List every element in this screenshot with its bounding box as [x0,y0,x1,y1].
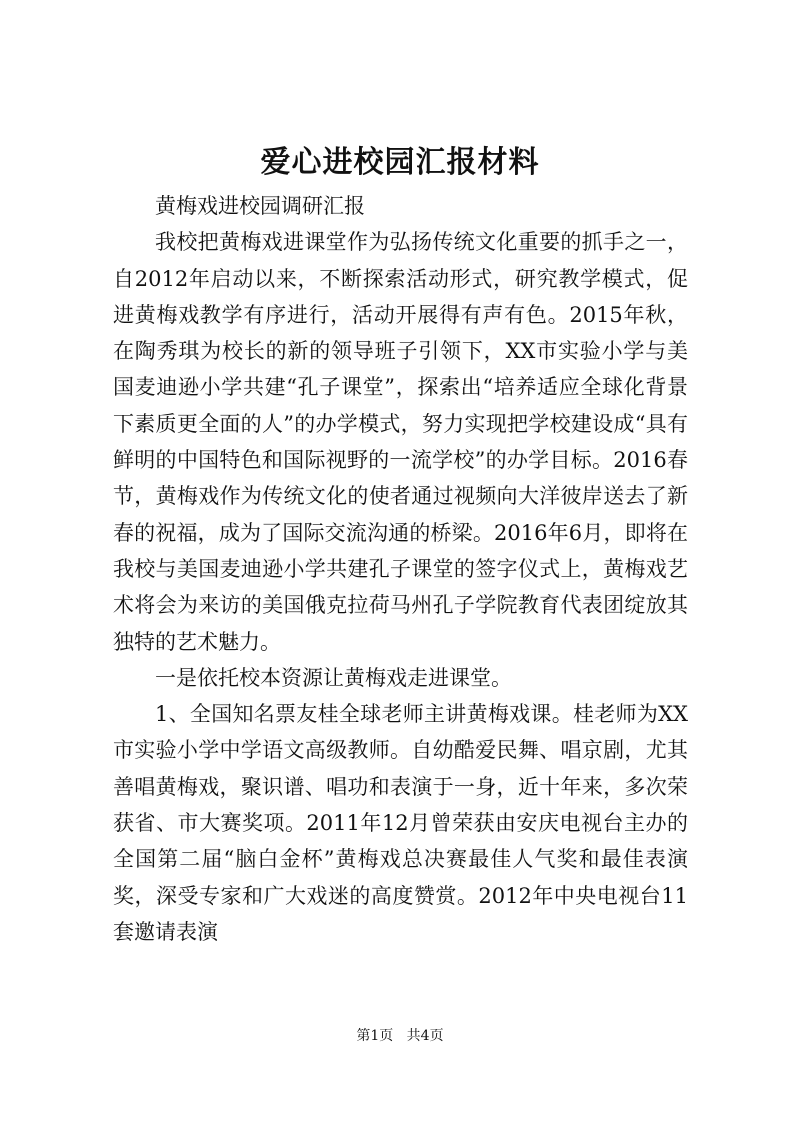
document-body [113,188,688,950]
intro-paragraph: 我校把黄梅戏进课堂作为弘扬传统文化重要的抓手之一，自2012年启动以来，不断探索活动形式，研究教学模式，促进黄梅戏教学有序进行，活动开展得有声有色。2015年秋，在陶秀琪为校长的新的领导班子引领下，XX市实验小学与美国麦迪逊小学共建“孔子课堂”，探索出“培养适应全球化背景下素质更全面的人”的办学模式，努力实现把学校建设成“具有鲜明的中国特色和国际视野的一流学校”的办学目标。2016春节，黄梅戏作为传统文化的使者通过视频向大洋彼岸送去了新春的祝福，成为了国际交流沟通的桥梁。2016年6月，即将在我校与美国麦迪逊小学共建孔子课堂的签字仪式上，黄梅戏艺术将会为来访的美国俄克拉荷马州孔子学院教育代表团绽放其独特的艺术魅力。 [113,230,688,654]
page-footer [0,1026,800,1046]
subtitle-paragraph: 黄梅戏进校园调研汇报 [155,194,365,218]
section-heading-paragraph: 一是依托校本资源让黄梅戏走进课堂。 [155,665,512,690]
page-number: 第1页 [356,1028,394,1044]
page-total: 共4页 [406,1028,444,1044]
item-one-paragraph: 1、全国知名票友桂全球老师主讲黄梅戏课。桂老师为XX市实验小学中学语文高级教师。自幼酷爱民舞、唱京剧，尤其善唱黄梅戏，聚识谱、唱功和表演于一身，近十年来，多次荣获省、市大赛奖项。2011年12月曾荣获由安庆电视台主办的全国第二届“脑白金杯”黄梅戏总决赛最佳人气奖和最佳表演奖，深受专家和广大戏迷的高度赞赏。2012年中央电视台11套邀请表演 [113,702,688,944]
document-title: 爱心进校园汇报材料 [260,145,540,180]
page-separator [398,1028,402,1044]
